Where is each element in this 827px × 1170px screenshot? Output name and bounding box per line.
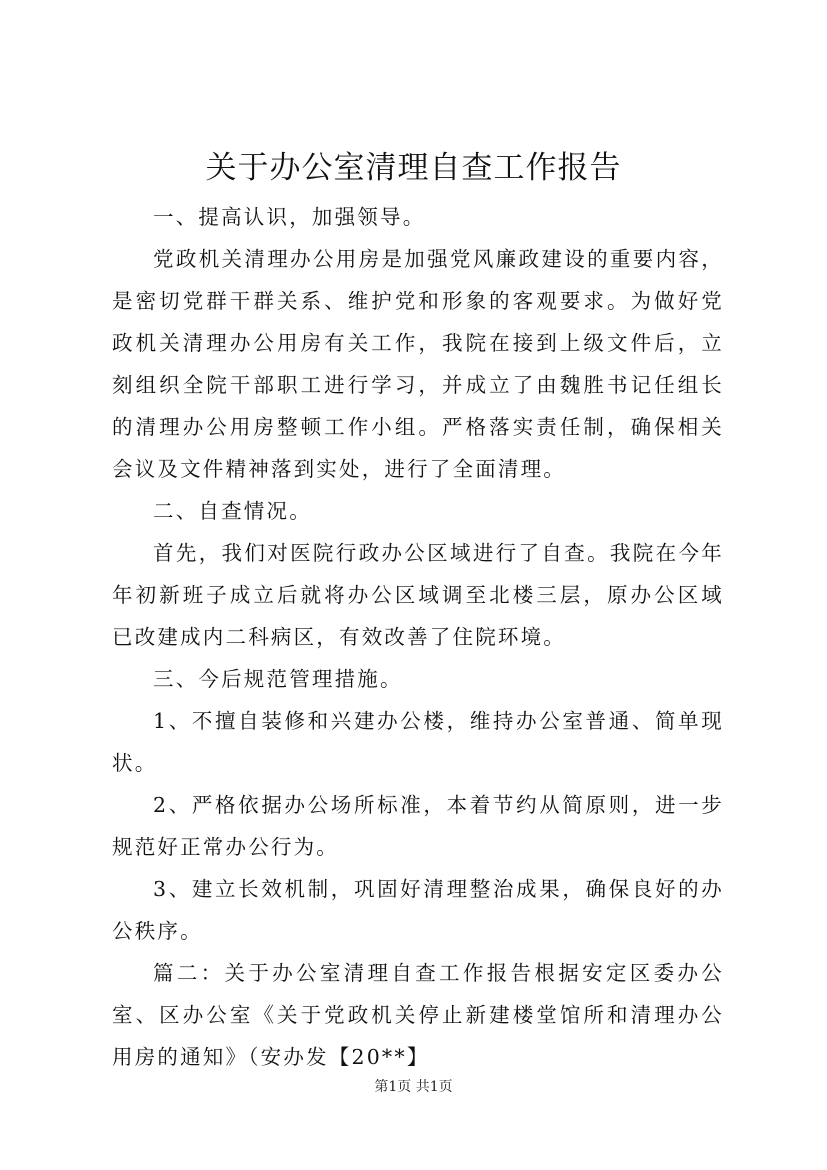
section-heading-2: 二、自查情况。	[153, 499, 312, 523]
page-number-footer: 第1页 共1页	[374, 1079, 453, 1095]
measure-item-3: 3、建立长效机制，巩固好清理整治成果，确保良好的办公秩序。	[112, 877, 724, 943]
document-body	[112, 196, 724, 1078]
paragraph-2: 首先，我们对医院行政办公区域进行了自查。我院在今年年初新班子成立后就将办公区域调至北楼三层，原办公区域已改建成内二科病区，有效改善了住院环境。	[112, 541, 724, 649]
paragraph-part-two: 篇二：关于办公室清理自查工作报告根据安定区委办公室、区办公室《关于党政机关停止新建楼堂馆所和清理办公用房的通知》（安办发【20**】	[112, 961, 724, 1069]
section-heading-3: 三、今后规范管理措施。	[153, 667, 403, 691]
measure-item-2: 2、严格依据办公场所标准，本着节约从简原则，进一步规范好正常办公行为。	[112, 793, 724, 859]
paragraph-1: 党政机关清理办公用房是加强党风廉政建设的重要内容，是密切党群干群关系、维护党和形象的客观要求。为做好党政机关清理办公用房有关工作，我院在接到上级文件后，立刻组织全院干部职工进行学习，并成立了由魏胜书记任组长的清理办公用房整顿工作小组。严格落实责任制，确保相关会议及文件精神落到实处，进行了全面清理。	[112, 247, 724, 481]
measure-item-1: 1、不擅自装修和兴建办公楼，维持办公室普通、简单现状。	[112, 709, 724, 775]
document-title: 关于办公室清理自查工作报告	[205, 150, 622, 186]
section-heading-1: 一、提高认识，加强领导。	[153, 205, 426, 229]
